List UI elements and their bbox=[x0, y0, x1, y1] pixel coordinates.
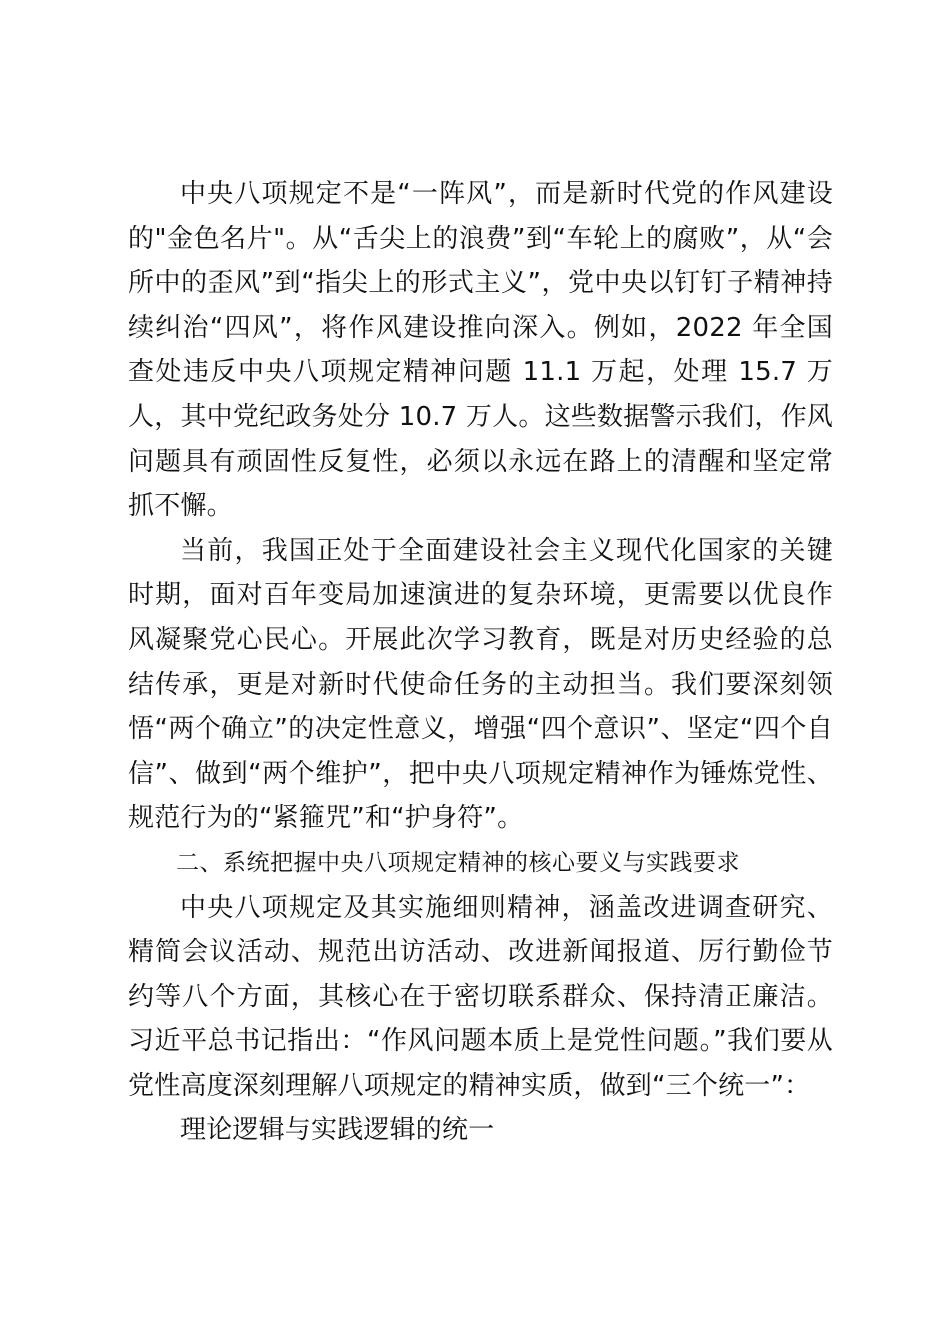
paragraph-2: 当前，我国正处于全面建设社会主义现代化国家的关键时期，面对百年变局加速演进的复杂环境，更需要以优良作风凝聚党心民心。开展此次学习教育，既是对历史经验的总结传承，更是对新时代使命任务的主动担当。我们要深刻领悟“两个确立”的决定性意义，增强“四个意识”、坚定“四个自信”、做到“两个维护”，把中央八项规定精神作为锤炼党性、规范行为的“紧箍咒”和“护身符”。 bbox=[128, 535, 833, 834]
section-heading: 二、系统把握中央八项规定精神的核心要义与实践要求 bbox=[176, 849, 740, 876]
subheading-1: 理论逻辑与实践逻辑的统一 bbox=[180, 1115, 495, 1146]
paragraph-3: 中央八项规定及其实施细则精神，涵盖改进调查研究、精简会议活动、规范出访活动、改进新闻报道、厉行勤俭节约等八个方面，其核心在于密切联系群众、保持清正廉洁。习近平总书记指出：“作风问题本质上是党性问题。”我们要从党性高度深刻理解八项规定的精神实质，做到“三个统一”： bbox=[128, 892, 833, 1101]
paragraph-1: 中央八项规定不是“一阵风”，而是新时代党的作风建设的"金色名片"。从“舌尖上的浪费”到“车轮上的腐败”，从“会所中的歪风”到“指尖上的形式主义”，党中央以钉钉子精神持续纠治“四风”，将作风建设推向深入。例如，2022 年全国查处违反中央八项规定精神问题 11.1 万起，处理 15.7 万人，其中党纪政务处分 10.7 万人。这些数据警示我们，作风问题具有顽固性反复性，必须以永远在路上的清醒和坚定常抓不懈。 bbox=[128, 179, 833, 522]
document-body bbox=[128, 172, 833, 1153]
